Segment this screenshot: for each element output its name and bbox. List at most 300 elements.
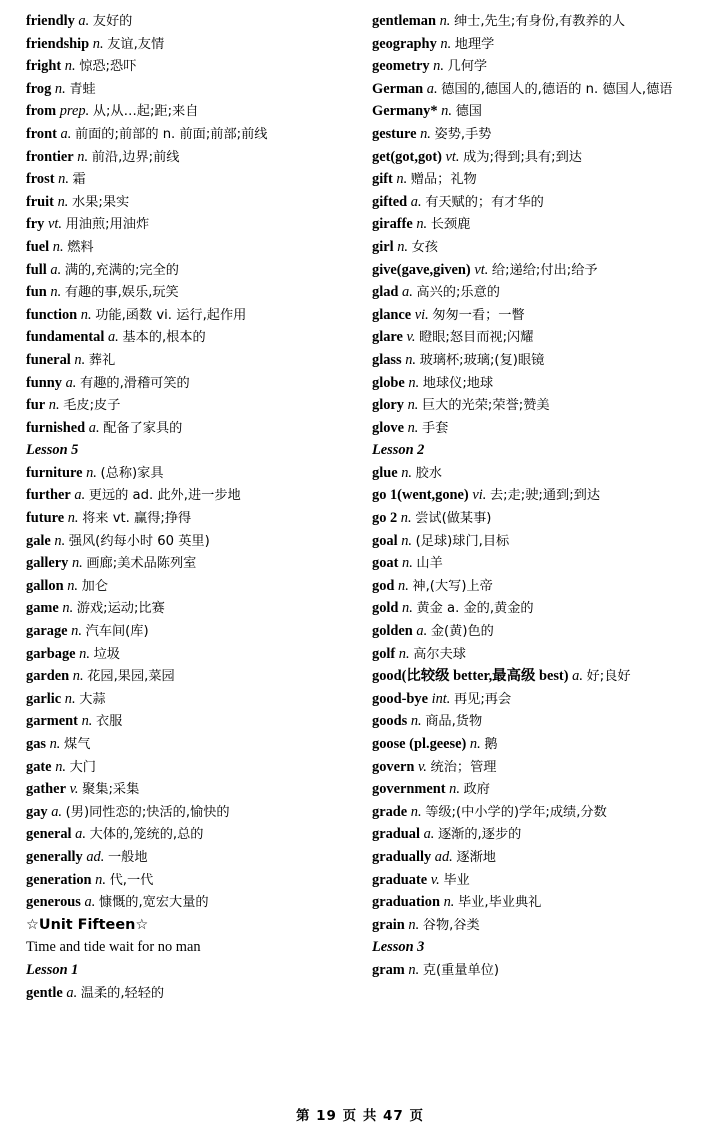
entry-headword: glare xyxy=(372,329,403,346)
entry-part-of-speech: n. xyxy=(401,532,412,549)
dictionary-entry xyxy=(26,330,346,344)
entry-headword: furniture xyxy=(26,464,83,481)
entry-part-of-speech: vi. xyxy=(472,487,487,504)
dictionary-entry xyxy=(372,624,692,638)
entry-definition: (足球)球门,目标 xyxy=(415,533,510,549)
entry-definition: 有趣的事,娱乐,玩笑 xyxy=(64,285,179,301)
dictionary-entry xyxy=(372,669,692,683)
entry-definition: 统治；管理 xyxy=(430,759,497,775)
entry-definition: 基本的,根本的 xyxy=(122,330,206,346)
entry-definition: 友谊,友情 xyxy=(107,36,165,52)
dictionary-entry xyxy=(372,195,692,209)
dictionary-entry xyxy=(372,692,692,706)
dictionary-entry xyxy=(372,556,692,570)
entry-part-of-speech: n. xyxy=(420,125,431,142)
entry-part-of-speech: n. xyxy=(443,894,455,911)
dictionary-entry xyxy=(26,873,346,887)
entry-part-of-speech: n. xyxy=(407,397,419,414)
entry-headword: further xyxy=(26,487,71,504)
entry-headword: friendship xyxy=(26,35,90,52)
entry-part-of-speech: a. xyxy=(51,803,62,820)
entry-definition: 前沿,边界;前线 xyxy=(91,149,180,165)
dictionary-entry xyxy=(26,782,346,796)
entry-definition: 配备了家具的 xyxy=(103,420,183,436)
entry-part-of-speech: n. xyxy=(416,216,428,233)
dictionary-entry xyxy=(26,737,346,751)
entry-headword: good-bye xyxy=(372,690,428,707)
entry-definition: 有天赋的；有才华的 xyxy=(425,194,544,210)
entry-definition: 水果;果实 xyxy=(72,194,130,210)
entry-headword: gradually xyxy=(372,848,432,865)
entry-definition: 成为;得到;具有;到达 xyxy=(463,149,582,165)
entry-part-of-speech: n. xyxy=(95,871,106,888)
entry-part-of-speech: n. xyxy=(67,510,79,527)
dictionary-entry xyxy=(26,421,346,435)
entry-part-of-speech: ad. xyxy=(434,848,453,865)
entry-part-of-speech: n. xyxy=(52,238,64,255)
entry-definition: 商品,货物 xyxy=(425,714,483,730)
dictionary-entry xyxy=(372,398,692,412)
entry-part-of-speech: n. xyxy=(401,464,412,481)
dictionary-entry xyxy=(372,263,692,277)
dictionary-entry xyxy=(26,195,346,209)
entry-definition: 黄金 a. 金的,黄金的 xyxy=(416,601,534,617)
entry-definition: 地球仪;地球 xyxy=(422,375,494,391)
entry-headword: future xyxy=(26,510,65,527)
dictionary-entry xyxy=(372,330,692,344)
entry-definition: 慷慨的,宽宏大量的 xyxy=(98,895,209,911)
dictionary-entry xyxy=(372,805,692,819)
entry-definition: 手套 xyxy=(422,420,449,436)
entry-part-of-speech: n. xyxy=(81,713,93,730)
entry-headword: get(got,got) xyxy=(372,148,442,165)
entry-definition: 花园,果园,菜园 xyxy=(87,669,175,685)
entry-headword: govern xyxy=(372,758,415,775)
entry-part-of-speech: n. xyxy=(439,13,451,29)
entry-headword: fundamental xyxy=(26,329,105,346)
entry-part-of-speech: n. xyxy=(54,532,66,549)
dictionary-entry xyxy=(26,850,346,864)
entry-part-of-speech: a. xyxy=(107,329,119,346)
entry-definition: (男)同性恋的;快活的,愉快的 xyxy=(65,804,230,820)
entry-definition: 垃圾 xyxy=(93,646,120,662)
entry-definition: 代,一代 xyxy=(109,872,154,888)
entry-definition: 谷物,谷类 xyxy=(422,917,480,933)
entry-part-of-speech: v. xyxy=(69,781,79,798)
dictionary-entry xyxy=(372,14,692,28)
entry-part-of-speech: n. xyxy=(400,510,412,527)
entry-definition: 逐渐地 xyxy=(456,849,496,865)
dictionary-entry xyxy=(372,172,692,186)
entry-headword: generation xyxy=(26,871,92,888)
dictionary-entry xyxy=(372,895,692,909)
entry-definition: 有趣的,滑稽可笑的 xyxy=(80,375,190,391)
entry-definition: 地理学 xyxy=(454,36,495,52)
entry-headword: gas xyxy=(26,736,46,752)
entry-definition: 毛皮;皮子 xyxy=(63,398,121,414)
entry-definition: 青蛙 xyxy=(69,81,96,97)
dictionary-entry xyxy=(26,692,346,706)
entry-part-of-speech: n. xyxy=(71,555,83,572)
dictionary-entry xyxy=(26,669,346,683)
lesson-heading: Lesson 1 xyxy=(26,961,79,978)
dictionary-entry xyxy=(372,760,692,774)
entry-part-of-speech: n. xyxy=(405,351,416,368)
dictionary-entry xyxy=(372,104,692,118)
entry-definition: 友好的 xyxy=(92,14,133,29)
entry-part-of-speech: n. xyxy=(408,916,420,933)
dictionary-entry xyxy=(26,127,346,141)
entry-part-of-speech: n. xyxy=(469,736,481,752)
entry-headword: frontier xyxy=(26,148,74,165)
entry-headword: friendly xyxy=(26,13,75,29)
entry-definition: 大体的,笼统的,总的 xyxy=(89,827,204,843)
entry-definition: 克(重量单位) xyxy=(422,962,500,978)
entry-headword: gallery xyxy=(26,555,69,572)
entry-part-of-speech: n. xyxy=(72,668,84,685)
entry-headword: funeral xyxy=(26,351,71,368)
entry-definition: 金(黄)色的 xyxy=(430,624,494,640)
entry-headword: gale xyxy=(26,532,51,549)
entry-part-of-speech: a. xyxy=(78,13,90,29)
entry-headword: glove xyxy=(372,419,404,436)
entry-definition: 燃料 xyxy=(67,239,94,255)
dictionary-entry xyxy=(26,624,346,638)
entry-definition: 将来 vt. 赢得;挣得 xyxy=(82,511,192,527)
entry-headword: geography xyxy=(372,35,437,52)
entry-definition: 画廊;美术品陈列室 xyxy=(86,556,197,572)
dictionary-entry xyxy=(372,59,692,73)
entry-definition: 赠品；礼物 xyxy=(410,172,477,188)
entry-headword: goal xyxy=(372,532,398,549)
entry-headword: gradual xyxy=(372,826,420,843)
entry-definition: 温柔的,轻轻的 xyxy=(80,985,165,1001)
entry-part-of-speech: n. xyxy=(402,555,413,572)
dictionary-entry xyxy=(372,217,692,231)
entry-part-of-speech: n. xyxy=(54,80,66,97)
entry-headword: goods xyxy=(372,713,408,730)
entry-headword: gentleman xyxy=(372,13,436,29)
dictionary-entry xyxy=(372,285,692,299)
entry-headword: gentle xyxy=(26,984,63,1001)
entry-part-of-speech: a. xyxy=(416,623,428,640)
left-column xyxy=(26,14,346,1079)
dictionary-entry xyxy=(26,308,346,322)
entry-definition: 好;良好 xyxy=(586,669,631,685)
entry-part-of-speech: n. xyxy=(408,961,420,978)
entry-headword: front xyxy=(26,125,57,142)
entry-part-of-speech: a. xyxy=(65,374,77,391)
entry-definition: 煤气 xyxy=(64,737,91,752)
entry-definition: 用油煎;用油炸 xyxy=(65,217,150,233)
dictionary-entry xyxy=(26,376,346,390)
dictionary-entry xyxy=(26,150,346,164)
entry-part-of-speech: n. xyxy=(49,736,61,752)
dictionary-entry xyxy=(372,308,692,322)
entry-definition: 尝试(做某事) xyxy=(415,511,492,527)
entry-part-of-speech: n. xyxy=(58,171,69,188)
entry-definition: 汽车间(库) xyxy=(85,624,149,640)
dictionary-entry xyxy=(26,172,346,186)
entry-headword: geometry xyxy=(372,58,430,75)
entry-part-of-speech: a. xyxy=(423,826,435,843)
entry-headword: Germany* xyxy=(372,103,438,120)
entry-definition: 逐渐的,逐步的 xyxy=(438,827,522,843)
entry-part-of-speech: n. xyxy=(410,803,422,820)
entry-headword: golden xyxy=(372,623,413,640)
entry-headword: goose (pl.geese) xyxy=(372,736,467,752)
entry-definition: 强风(约每小时 60 英里) xyxy=(68,533,210,549)
entry-definition: 葬礼 xyxy=(88,352,116,368)
entry-definition: 几何学 xyxy=(447,59,488,75)
dictionary-entry xyxy=(372,127,692,141)
dictionary-entry xyxy=(26,986,346,1000)
dictionary-entry xyxy=(372,511,692,525)
entry-definition: 瞪眼;怒目而视;闪耀 xyxy=(419,330,534,346)
entry-part-of-speech: n. xyxy=(64,690,76,707)
dictionary-entry xyxy=(372,240,692,254)
dictionary-entry xyxy=(26,466,346,480)
entry-headword: frost xyxy=(26,171,55,188)
entry-definition: 聚集;采集 xyxy=(82,782,140,798)
entry-part-of-speech: a. xyxy=(50,261,62,278)
entry-definition: 去;走;驶;通到;到达 xyxy=(489,488,601,504)
entry-part-of-speech: a. xyxy=(88,419,100,436)
entry-definition: 高兴的;乐意的 xyxy=(416,285,500,301)
entry-headword: goat xyxy=(372,555,399,572)
entry-headword: frog xyxy=(26,80,52,97)
dictionary-entry xyxy=(26,263,346,277)
entry-part-of-speech: vt. xyxy=(47,216,62,233)
entry-definition: 绅士,先生;有身份,有教养的人 xyxy=(453,14,626,29)
entry-definition: 山羊 xyxy=(416,556,443,572)
dictionary-entry xyxy=(26,579,346,593)
entry-part-of-speech: n. xyxy=(449,781,460,798)
dictionary-entry xyxy=(372,150,692,164)
dictionary-entry xyxy=(26,240,346,254)
entry-definition: 大门 xyxy=(69,759,96,775)
entry-headword: glass xyxy=(372,351,402,368)
entry-part-of-speech: n. xyxy=(64,58,76,75)
dictionary-entry xyxy=(372,827,692,841)
entry-part-of-speech: n. xyxy=(57,193,69,210)
entry-part-of-speech: n. xyxy=(408,374,420,391)
entry-part-of-speech: n. xyxy=(50,284,62,301)
dictionary-entry xyxy=(26,827,346,841)
entry-part-of-speech: a. xyxy=(426,80,438,97)
entry-headword: gather xyxy=(26,781,66,798)
entry-headword: gift xyxy=(372,171,393,188)
entry-definition: 德国 xyxy=(455,104,482,120)
entry-part-of-speech: n. xyxy=(407,419,419,436)
entry-definition: 政府 xyxy=(463,782,490,798)
entry-headword: go 1(went,gone) xyxy=(372,487,469,504)
entry-part-of-speech: n. xyxy=(86,464,97,481)
entry-part-of-speech: n. xyxy=(398,645,410,662)
unit-heading: ☆Unit Fifteen☆ xyxy=(26,916,149,933)
entry-headword: glance xyxy=(372,306,412,323)
entry-part-of-speech: n. xyxy=(440,35,452,52)
dictionary-entry xyxy=(26,82,346,96)
entry-headword: globe xyxy=(372,374,405,391)
entry-headword: fruit xyxy=(26,193,54,210)
entry-headword: function xyxy=(26,306,78,323)
entry-part-of-speech: prep. xyxy=(59,103,90,120)
dictionary-entry xyxy=(26,104,346,118)
dictionary-entry xyxy=(26,556,346,570)
dictionary-entry xyxy=(372,918,692,932)
entry-headword: gay xyxy=(26,803,48,820)
dictionary-entry xyxy=(372,488,692,502)
dictionary-entry xyxy=(26,805,346,819)
dictionary-entry xyxy=(26,59,346,73)
entry-headword: go 2 xyxy=(372,510,398,527)
entry-headword: general xyxy=(26,826,72,843)
entry-definition: 加仑 xyxy=(81,578,108,594)
dictionary-entry xyxy=(372,534,692,548)
page-footer: 第 19 页 共 47 页 xyxy=(295,1108,425,1124)
entry-part-of-speech: a. xyxy=(66,984,78,1001)
dictionary-entry xyxy=(26,760,346,774)
entry-definition: 德国的,德国人的,德语的 n. 德国人,德语 xyxy=(441,81,673,97)
entry-headword: gifted xyxy=(372,193,408,210)
entry-part-of-speech: n. xyxy=(67,577,78,594)
entry-headword: full xyxy=(26,261,47,278)
entry-definition: 高尔夫球 xyxy=(413,646,466,662)
entry-part-of-speech: n. xyxy=(402,600,413,617)
entry-definition: 衣服 xyxy=(95,714,123,730)
entry-headword: good(比较级 better,最高级 best) xyxy=(372,668,569,685)
dictionary-entry xyxy=(26,353,346,367)
entry-headword: garlic xyxy=(26,690,62,707)
dictionary-entry xyxy=(372,421,692,435)
dictionary-entry xyxy=(372,466,692,480)
entry-part-of-speech: n. xyxy=(441,103,452,120)
entry-definition: 满的,充满的;完全的 xyxy=(64,262,179,278)
entry-part-of-speech: a. xyxy=(572,668,583,685)
dictionary-entry xyxy=(372,353,692,367)
dictionary-entry xyxy=(26,14,346,28)
entry-headword: gold xyxy=(372,600,399,617)
dictionary-entry xyxy=(26,511,346,525)
entry-headword: fuel xyxy=(26,238,50,255)
entry-definition: 鹅 xyxy=(484,737,498,752)
entry-part-of-speech: n. xyxy=(55,758,66,775)
entry-headword: giraffe xyxy=(372,216,413,233)
entry-part-of-speech: n. xyxy=(79,645,90,662)
entry-part-of-speech: n. xyxy=(92,35,104,52)
entry-headword: gram xyxy=(372,961,405,978)
entry-definition: 功能,函数 vi. 运行,起作用 xyxy=(95,307,247,323)
entry-part-of-speech: vi. xyxy=(414,306,429,323)
entry-headword: fright xyxy=(26,58,62,75)
dictionary-entry xyxy=(372,37,692,51)
dictionary-entry xyxy=(372,963,692,977)
lesson-heading: Lesson 5 xyxy=(26,442,79,459)
dictionary-entry xyxy=(26,398,346,412)
entry-headword: graduate xyxy=(372,871,428,888)
entry-part-of-speech: v. xyxy=(406,329,416,346)
dictionary-entry xyxy=(26,601,346,615)
entry-part-of-speech: n. xyxy=(77,148,89,165)
entry-part-of-speech: v. xyxy=(417,758,427,775)
entry-headword: funny xyxy=(26,374,62,391)
entry-headword: golf xyxy=(372,645,396,662)
lesson-heading: Lesson 3 xyxy=(372,939,425,956)
entry-part-of-speech: n. xyxy=(433,58,444,75)
entry-definition: 巨大的光荣;荣誉;赞美 xyxy=(422,398,550,414)
entry-definition: 从;从…起;距;来自 xyxy=(92,104,199,120)
entry-headword: grade xyxy=(372,803,408,820)
entry-part-of-speech: vt. xyxy=(474,261,489,278)
entry-headword: glad xyxy=(372,284,399,301)
entry-part-of-speech: a. xyxy=(84,894,96,911)
entry-definition: 再见;再会 xyxy=(453,691,512,707)
entry-part-of-speech: n. xyxy=(410,713,422,730)
entry-headword: glue xyxy=(372,464,398,481)
entry-part-of-speech: int. xyxy=(431,690,451,707)
lesson-heading: Lesson 2 xyxy=(372,442,425,459)
entry-headword: fry xyxy=(26,216,45,233)
entry-headword: grain xyxy=(372,916,405,933)
entry-headword: god xyxy=(372,577,395,594)
entry-part-of-speech: ad. xyxy=(86,848,105,865)
entry-definition: 霜 xyxy=(72,172,86,188)
entry-headword: graduation xyxy=(372,894,440,911)
entry-headword: generous xyxy=(26,894,81,911)
entry-part-of-speech: n. xyxy=(71,623,82,640)
entry-part-of-speech: n. xyxy=(48,397,60,414)
entry-definition: 一般地 xyxy=(107,849,148,865)
entry-part-of-speech: a. xyxy=(75,826,86,843)
dictionary-entry xyxy=(372,82,692,96)
entry-headword: gate xyxy=(26,758,52,775)
dictionary-entry xyxy=(372,647,692,661)
entry-headword: garment xyxy=(26,713,78,730)
entry-headword: gesture xyxy=(372,125,417,142)
entry-part-of-speech: a. xyxy=(60,125,72,142)
entry-definition: 神,(大写)上帝 xyxy=(412,578,493,594)
entry-definition: 前面的;前部的 n. 前面;前部;前线 xyxy=(74,126,268,142)
entry-headword: give(gave,given) xyxy=(372,261,471,278)
entry-part-of-speech: a. xyxy=(402,284,413,301)
dictionary-entry xyxy=(26,714,346,728)
entry-definition: 更远的 ad. 此外,进一步地 xyxy=(88,488,241,504)
entry-part-of-speech: n. xyxy=(396,171,408,188)
two-column-layout xyxy=(26,14,698,1079)
entry-part-of-speech: n. xyxy=(80,306,92,323)
entry-part-of-speech: a. xyxy=(410,193,422,210)
entry-definition: 毕业,毕业典礼 xyxy=(458,895,542,911)
dictionary-entry xyxy=(372,873,692,887)
entry-headword: generally xyxy=(26,848,83,865)
entry-definition: 匆匆一看；一瞥 xyxy=(432,307,525,323)
entry-definition: (总称)家具 xyxy=(100,465,164,481)
entry-headword: game xyxy=(26,600,59,617)
dictionary-entry xyxy=(26,488,346,502)
entry-definition: 胶水 xyxy=(415,465,442,481)
dictionary-entry xyxy=(372,714,692,728)
entry-part-of-speech: n. xyxy=(398,577,409,594)
entry-headword: fun xyxy=(26,284,47,301)
dictionary-entry xyxy=(372,601,692,615)
entry-definition: 毕业 xyxy=(443,872,470,888)
entry-definition: 长颈鹿 xyxy=(430,217,471,233)
entry-headword: fur xyxy=(26,397,46,414)
dictionary-entry xyxy=(26,217,346,231)
dictionary-entry xyxy=(372,579,692,593)
entry-headword: girl xyxy=(372,238,394,255)
